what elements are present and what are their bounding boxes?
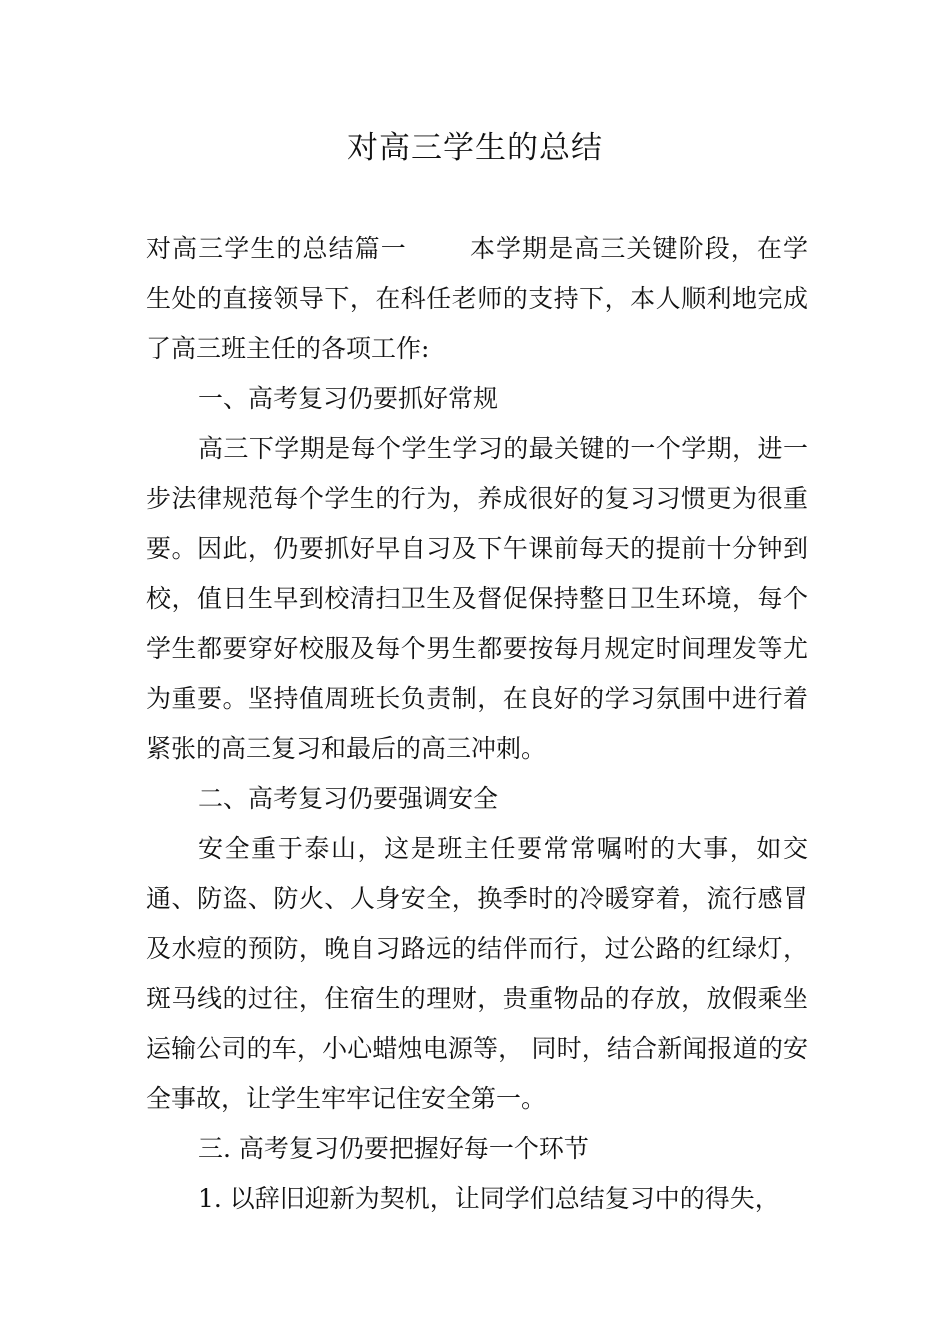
section1-paragraph: 高三下学期是每个学生学习的最关键的一个学期，进一步法律规范每个学生的行为，养成很好的复习习惯更为很重要。因此，仍要抓好早自习及下午课前每天的提前十分钟到校，值日生早到校清扫卫生及督促保持整日卫生环境，每个学生都要穿好校服及每个男生都要按每月规定时间理发等尤为重要。坚持值周班长负责制，在良好的学习氛围中进行着紧张的高三复习和最后的高三冲刺。 bbox=[146, 434, 808, 763]
section3-item-1: 1. 以辞旧迎新为契机，让同学们总结复习中的得失， bbox=[198, 1184, 780, 1213]
section2-paragraph: 安全重于泰山，这是班主任要常常嘱咐的大事，如交通、防盗、防火、人身安全，换季时的冷暖穿着，流行感冒及水痘的预防，晚自习路远的结伴而行，过公路的红绿灯，斑马线的过往，住宿生的理财，贵重物品的存放，放假乘坐运输公司的车，小心蜡烛电源等， 同时，结合新闻报道的安全事故，让学生牢牢记住安全第一。 bbox=[146, 834, 808, 1113]
intro-heading: 对高三学生的总结篇一 bbox=[146, 234, 407, 263]
section1-heading: 一、高考复习仍要抓好常规 bbox=[198, 384, 499, 413]
intro-text: 本学期是高三关键阶段，在学生处的直接领导下，在科任老师的支持下，本人顺利地完成了高三班主任的各项工作: bbox=[146, 234, 808, 363]
section2-heading: 二、高考复习仍要强调安全 bbox=[198, 784, 499, 813]
document-title: 对高三学生的总结 bbox=[347, 130, 603, 166]
document-body bbox=[146, 224, 808, 1224]
section3-heading: 三. 高考复习仍要把握好每一个环节 bbox=[198, 1134, 589, 1163]
intro-paragraph bbox=[146, 224, 808, 374]
